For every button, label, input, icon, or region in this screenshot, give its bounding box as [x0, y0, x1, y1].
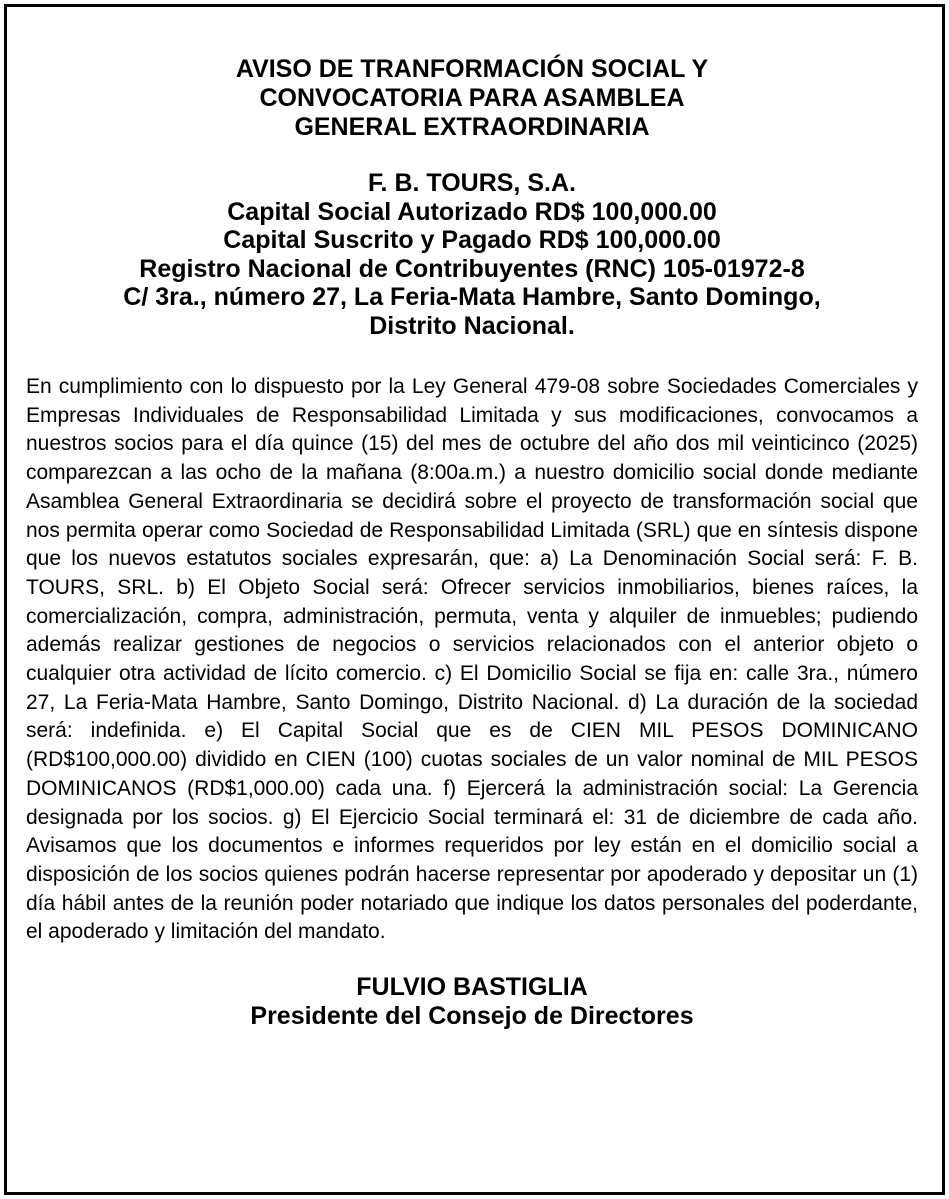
title-line-3: GENERAL EXTRAORDINARIA [294, 113, 650, 141]
title-line-1: AVISO DE TRANFORMACIÓN SOCIAL Y [235, 55, 709, 83]
company-name: F. B. TOURS, S.A. [368, 169, 576, 197]
company-rnc: Registro Nacional de Contribuyentes (RNC) 105-01972-8 [139, 254, 805, 283]
legal-notice [26, 55, 918, 1031]
notice-title [26, 55, 918, 142]
company-address-line-1: C/ 3ra., número 27, La Feria-Mata Hambre, Santo Domingo, [123, 283, 821, 311]
signature-block [26, 973, 918, 1031]
company-info [26, 169, 918, 340]
company-address-line-2: Distrito Nacional. [369, 311, 575, 340]
notice-body: En cumplimiento con lo dispuesto por la Ley General 479-08 sobre Sociedades Comerciales y Empresas Individuales de Responsabilidad Limitada y sus modificaciones, convocamos a nuestros socios para el día quince (15) del mes de octubre del año dos mil veinticinco (2025) comparezcan a las ocho de la mañana (8:00a.m.) a nuestro domicilio social donde mediante Asamblea General Extraordinaria se decidirá sobre el proyecto de transformación social que nos permita operar como Sociedad de Responsabilidad Limitada (SRL) que en síntesis dispone que los nuevos estatutos sociales expresarán, que: a) La Denominación Social será: F. B. TOURS, SRL. b) El Objeto Social será: Ofrecer servicios inmobiliarios, bienes raíces, la comercialización, compra, administración, permuta, venta y alquiler de inmuebles; pudiendo además realizar gestiones de negocios o servicios relacionados con el anterior objeto o cualquier otra actividad de lícito comercio. c) El Domicilio Social se fija en: calle 3ra., número 27, La Feria-Mata Hambre, Santo Domingo, Distrito Nacional. d) La duración de la sociedad será: indefinida. e) El Capital Social que es de CIEN MIL PESOS DOMINICANO (RD$100,000.00) dividido en CIEN (100) cuotas sociales de un valor nominal de MIL PESOS DOMINICANOS (RD$1,000.00) cada una. f) Ejercerá la administración social: La Gerencia designada por los socios. g) El Ejercicio Social terminará el: 31 de diciembre de cada año. Avisamos que los documentos e informes requeridos por ley están en el domicilio social a disposición de los socios quienes podrán hacerse representar por apoderado y depositar un (1) día hábil antes de la reunión poder notariado que indique los datos personales del poderdante, el apoderado y limitación del mandato. [26, 375, 918, 944]
capital-authorized: Capital Social Autorizado RD$ 100,000.00 [227, 197, 717, 226]
signatory-name: FULVIO BASTIGLIA [356, 973, 588, 1002]
signatory-position: Presidente del Consejo de Directores [250, 1002, 694, 1031]
capital-subscribed: Capital Suscrito y Pagado RD$ 100,000.00 [223, 226, 721, 254]
title-line-2: CONVOCATORIA PARA ASAMBLEA [259, 84, 685, 112]
